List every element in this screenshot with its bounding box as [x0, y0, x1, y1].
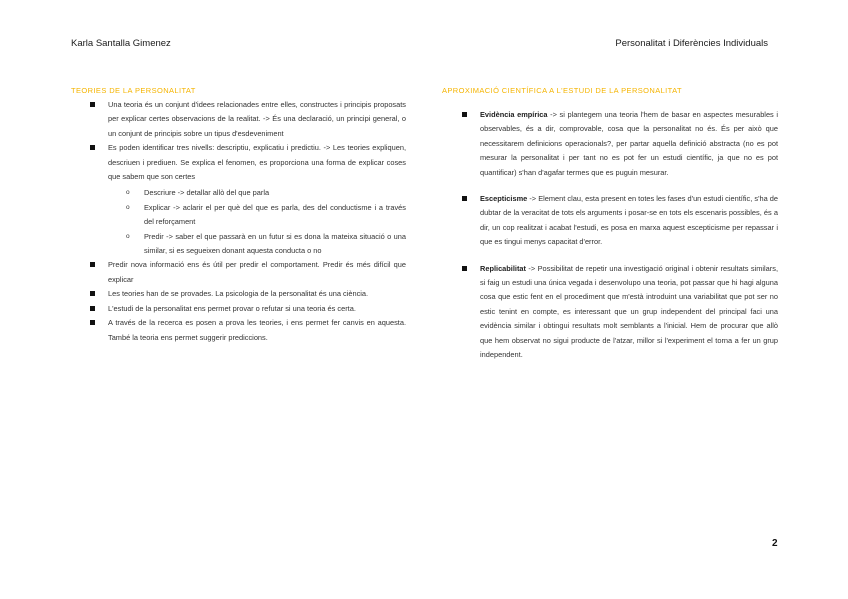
- list-item: Una teoria és un conjunt d'idees relacionades entre elles, constructes i principis proposats per explicar certes observacions de la realitat. -> És una declaració, un principi general, o un conjunt de principis sobre un tipus d'esdeveniment: [90, 98, 406, 141]
- header-subject: Personalitat i Diferències Individuals: [615, 38, 768, 49]
- page-number: 2: [772, 538, 778, 549]
- left-column: [90, 98, 406, 345]
- list-item: Predir nova informació ens és útil per predir el comportament. Predir és més difícil que explicar: [90, 258, 406, 287]
- left-bullet-list-2: [90, 258, 406, 344]
- list-item: [462, 108, 778, 180]
- term-label: Escepticisme: [480, 194, 528, 204]
- list-item: [462, 192, 778, 250]
- sub-list-item: o Descriure -> detallar allò del que parla: [126, 186, 406, 200]
- left-section-title: TEORIES DE LA PERSONALITAT: [71, 86, 196, 95]
- term-text: -> si plantegem una teoria l'hem de basar en aspectes mesurables i observables, és a dir, comprovable, cosa que la personalitat no és. És per això que necessitarem definicions operacionals?, per partar aquella definició abstracta (no es pot mesurar la personalitat i per tant no es pot fer un estudi científic, ja que no es pot quantificar) s'han d'agafar termes que es puguin mesurar.: [480, 110, 778, 177]
- term-text: -> Possibilitat de repetir una investigació original i obtenir resultats similars, si faig un estudi una única vegada i desenvolupo una teoria, pot passar que hi hagi alguna cosa que estic fent en el procediment que m'està introduint una variabilitat que pot ser no estic tenint en compte, es interessant que un grup independent del principal faci una evidència similar i obtingui resultats molt semblants a l'inicial. Hem de procurar que allò que hem observat no sigui producte de l'atzar, millor si l'experiment el torna a fer un grup independent.: [480, 263, 778, 360]
- list-item: Les teories han de se provades. La psicologia de la personalitat és una ciència.: [90, 287, 406, 301]
- right-section-title: APROXIMACIÓ CIENTÍFICA A L'ESTUDI DE LA PERSONALITAT: [442, 86, 682, 95]
- term-label: Replicabilitat: [480, 263, 526, 273]
- sub-list: [126, 186, 406, 258]
- list-item: [462, 262, 778, 363]
- list-item-text: Es poden identificar tres nivells: descriptiu, explicatiu i predictiu. -> Les teories expliquen, descriuen i prediuen. Se explica el fenomen, es proporciona una forma de explicar coses que sabem que son certes: [108, 143, 406, 182]
- left-bullet-list: [90, 98, 406, 258]
- right-column: [462, 108, 778, 375]
- term-label: Evidència empírica: [480, 110, 548, 119]
- list-item: A través de la recerca es posen a prova les teories, i ens permet fer canvis en aquesta. També la teoria ens permet suggerir prediccions.: [90, 316, 406, 345]
- list-item: [90, 141, 406, 258]
- term-text: -> Element clau, esta present en totes les fases d'un estudi científic, s'ha de dubtar de la veracitat de tots els arguments i posar-se en tots els escenaris possibles, és a dir, un cop realitzat i acabat l'estudi, es posa en marxa aquest escepticisme per repassar i que es tingui menys capacitat d'error.: [480, 194, 778, 247]
- sub-list-item: o Explicar -> aclarir el per què del que es parla, des del conductisme i a través del reforçament: [126, 201, 406, 230]
- list-item: L'estudi de la personalitat ens permet provar o refutar si una teoria és certa.: [90, 302, 406, 316]
- header-author: Karla Santalla Gimenez: [71, 38, 171, 49]
- right-bullet-list: [462, 108, 778, 363]
- sub-list-item: o Predir -> saber el que passarà en un futur si es dona la mateixa situació o una similar, si es segueixen donant aquesta conducta o no: [126, 230, 406, 259]
